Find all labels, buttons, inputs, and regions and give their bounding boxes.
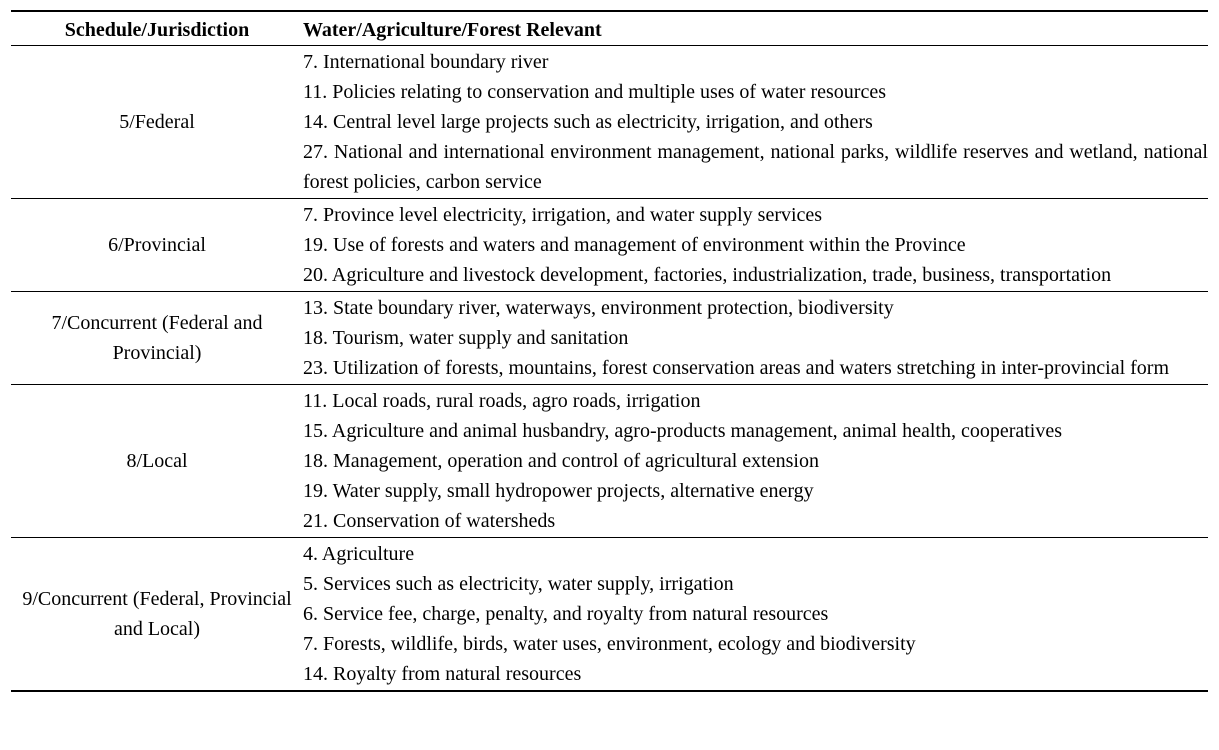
items-cell — [303, 292, 1208, 385]
table-row-federal — [11, 46, 1208, 199]
table-row-concurrent-federal-provincial — [11, 292, 1208, 385]
jurisdiction-table-container — [11, 10, 1208, 692]
list-item: 5. Services such as electricity, water supply, irrigation — [303, 573, 734, 595]
header-row — [11, 11, 1208, 46]
list-item: 14. Central level large projects such as electricity, irrigation, and others — [303, 111, 873, 133]
jurisdiction-cell: 5/Federal — [119, 111, 195, 133]
list-item: 11. Local roads, rural roads, agro roads, irrigation — [303, 390, 701, 412]
table-row-concurrent-all — [11, 538, 1208, 692]
table-row-provincial — [11, 199, 1208, 292]
list-item: 19. Water supply, small hydropower projects, alternative energy — [303, 480, 814, 502]
list-item: 19. Use of forests and waters and management of environment within the Province — [303, 234, 966, 256]
list-item: 14. Royalty from natural resources — [303, 663, 582, 685]
jurisdiction-cell: 7/Concurrent (Federal and Provincial) — [51, 312, 263, 364]
list-item: 13. State boundary river, waterways, environment protection, biodiversity — [303, 297, 894, 319]
jurisdiction-table — [11, 10, 1208, 692]
items-cell — [303, 538, 1208, 692]
list-item: 4. Agriculture — [303, 543, 415, 565]
table-row-local — [11, 385, 1208, 538]
jurisdiction-cell: 6/Provincial — [108, 234, 206, 256]
list-item: 18. Management, operation and control of agricultural extension — [303, 450, 819, 472]
table-body — [11, 46, 1208, 692]
list-item: 7. International boundary river — [303, 51, 549, 73]
list-item: 7. Forests, wildlife, birds, water uses, environment, ecology and biodiversity — [303, 633, 916, 655]
list-item: 27. National and international environment management, national parks, wildlife reserves and wetland, national forest policies, carbon service — [303, 141, 1208, 193]
jurisdiction-cell: 8/Local — [126, 450, 188, 472]
list-item: 21. Conservation of watersheds — [303, 510, 556, 532]
list-item: 18. Tourism, water supply and sanitation — [303, 327, 629, 349]
list-item: 15. Agriculture and animal husbandry, agro-products management, animal health, cooperatives — [303, 420, 1063, 442]
items-cell — [303, 46, 1208, 199]
list-item: 11. Policies relating to conservation and multiple uses of water resources — [303, 81, 886, 103]
list-item: 6. Service fee, charge, penalty, and royalty from natural resources — [303, 603, 829, 625]
jurisdiction-cell: 9/Concurrent (Federal, Provincial and Local) — [22, 588, 292, 640]
items-cell — [303, 199, 1208, 292]
header-schedule-jurisdiction: Schedule/Jurisdiction — [64, 19, 250, 41]
list-item: 7. Province level electricity, irrigation, and water supply services — [303, 204, 823, 226]
list-item: 23. Utilization of forests, mountains, forest conservation areas and waters stretching in inter-provincial form — [303, 357, 1170, 379]
header-relevant-items: Water/Agriculture/Forest Relevant — [303, 19, 602, 41]
table-header — [11, 11, 1208, 46]
items-cell — [303, 385, 1208, 538]
list-item: 20. Agriculture and livestock development, factories, industrialization, trade, business, transportation — [303, 264, 1112, 286]
